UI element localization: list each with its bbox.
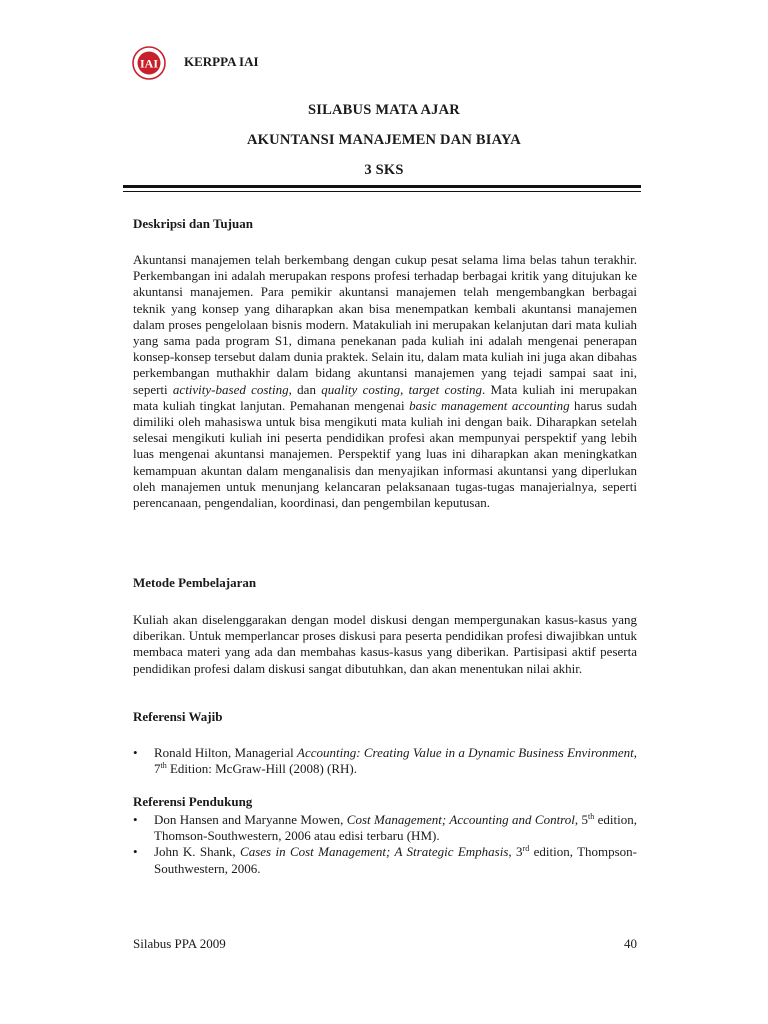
title-line-2: AKUNTANSI MANAJEMEN DAN BIAYA — [247, 132, 521, 148]
list-item: • Ronald Hilton, Managerial Accounting: Creating Value in a Dynamic Business Environment, 7th Edition: McGraw-Hill (2008) (RH). — [133, 745, 637, 777]
heading-referensi-wajib: Referensi Wajib — [133, 709, 223, 724]
title-line-3: 3 SKS — [364, 162, 404, 178]
list-item: • Don Hansen and Maryanne Mowen, Cost Management; Accounting and Control, 5th edition, Thomson-Southwestern, 2006 atau edisi terbaru (HM). — [133, 812, 638, 844]
logo-text: IAI — [139, 56, 159, 71]
page-number: 40 — [624, 936, 637, 951]
title-divider-thin — [123, 191, 641, 192]
paragraph-metode: Kuliah akan diselenggarakan dengan model diskusi dengan mempergunakan kasus-kasus yang diberikan. Untuk memperlancar proses diskusi para peserta pendidikan profesi diwajibkan untuk membaca materi yang ada dan membahas kasus-kasus yang diberikan. Partisipasi aktif peserta pendidikan profesi dalam diskusi sangat dibutuhkan, dan akan menentukan nilai akhir. — [133, 612, 637, 676]
heading-deskripsi: Deskripsi dan Tujuan — [133, 216, 253, 231]
list-referensi-wajib — [133, 745, 637, 777]
iai-logo — [132, 46, 166, 80]
bullet: • — [133, 745, 138, 760]
bullet: • — [133, 844, 138, 860]
heading-referensi-pendukung: Referensi Pendukung — [133, 794, 253, 809]
list-referensi-pendukung — [133, 812, 637, 877]
paragraph-deskripsi: Akuntansi manajemen telah berkembang dengan cukup pesat selama lima belas tahun terakhir. Perkembangan ini adalah merupakan respons profesi terhadap berbagai kritik yang ditujukan ke akuntansi manajemen. Para pemikir akuntansi manajemen telah mengembangkan berbagai teknik yang konsep yang diharapkan akan bisa menempatkan kembali akuntansi manajemen dalam proses pengelolaan bisnis modern. Matakuliah ini merupakan kelanjutan dari mata kuliah yang sama pada program S1, dimana penekanan pada kuliah ini adalah mengenai penerapan konsep-konsep tersebut dalam dunia praktek. Selain itu, dalam mata kuliah ini juga akan dibahas perkembangan muthakhir dalam bidang akuntansi manajemen yang tejadi sampai saat ini, seperti activity-based costing, dan quality costing, target costing. Mata kuliah ini merupakan mata kuliah tingkat lanjutan. Pemahanan mengenai basic management accounting harus sudah dimiliki oleh mahasiswa untuk bisa mengikuti mata kuliah ini dengan baik. Diharapkan setelah selesai mengikuti kuliah ini peserta pendidikan profesi akan mempunyai perspektif yang lebih luas mengenai akuntansi manajemen. Perspektif yang luas ini diharapkan akan meningkatkan kemampuan akuntan dalam menganalisis dan menyajikan informasi akuntansi yang diperlukan oleh manajemen untuk menunjang kelancaran pelaksanaan tugas-tugas manajerialnya, seperti perencanaan, pengendalian, koordinasi, dan pengembilan keputusan. — [133, 252, 638, 511]
term-quality-costing: quality costing, target costing — [321, 381, 483, 397]
bullet: • — [133, 812, 138, 827]
organization-name: KERPPA IAI — [184, 54, 259, 69]
heading-metode: Metode Pembelajaran — [133, 575, 257, 590]
term-basic-management-accounting: basic management accounting — [409, 397, 570, 413]
list-item: • John K. Shank, Cases in Cost Management; A Strategic Emphasis, 3rd edition, Thompson-Southwestern, 2006. — [133, 844, 638, 876]
title-divider-thick — [123, 185, 641, 188]
footer-title: Silabus PPA 2009 — [133, 936, 226, 951]
term-activity-based-costing: activity-based costing — [172, 381, 289, 397]
title-line-1: SILABUS MATA AJAR — [308, 102, 460, 118]
